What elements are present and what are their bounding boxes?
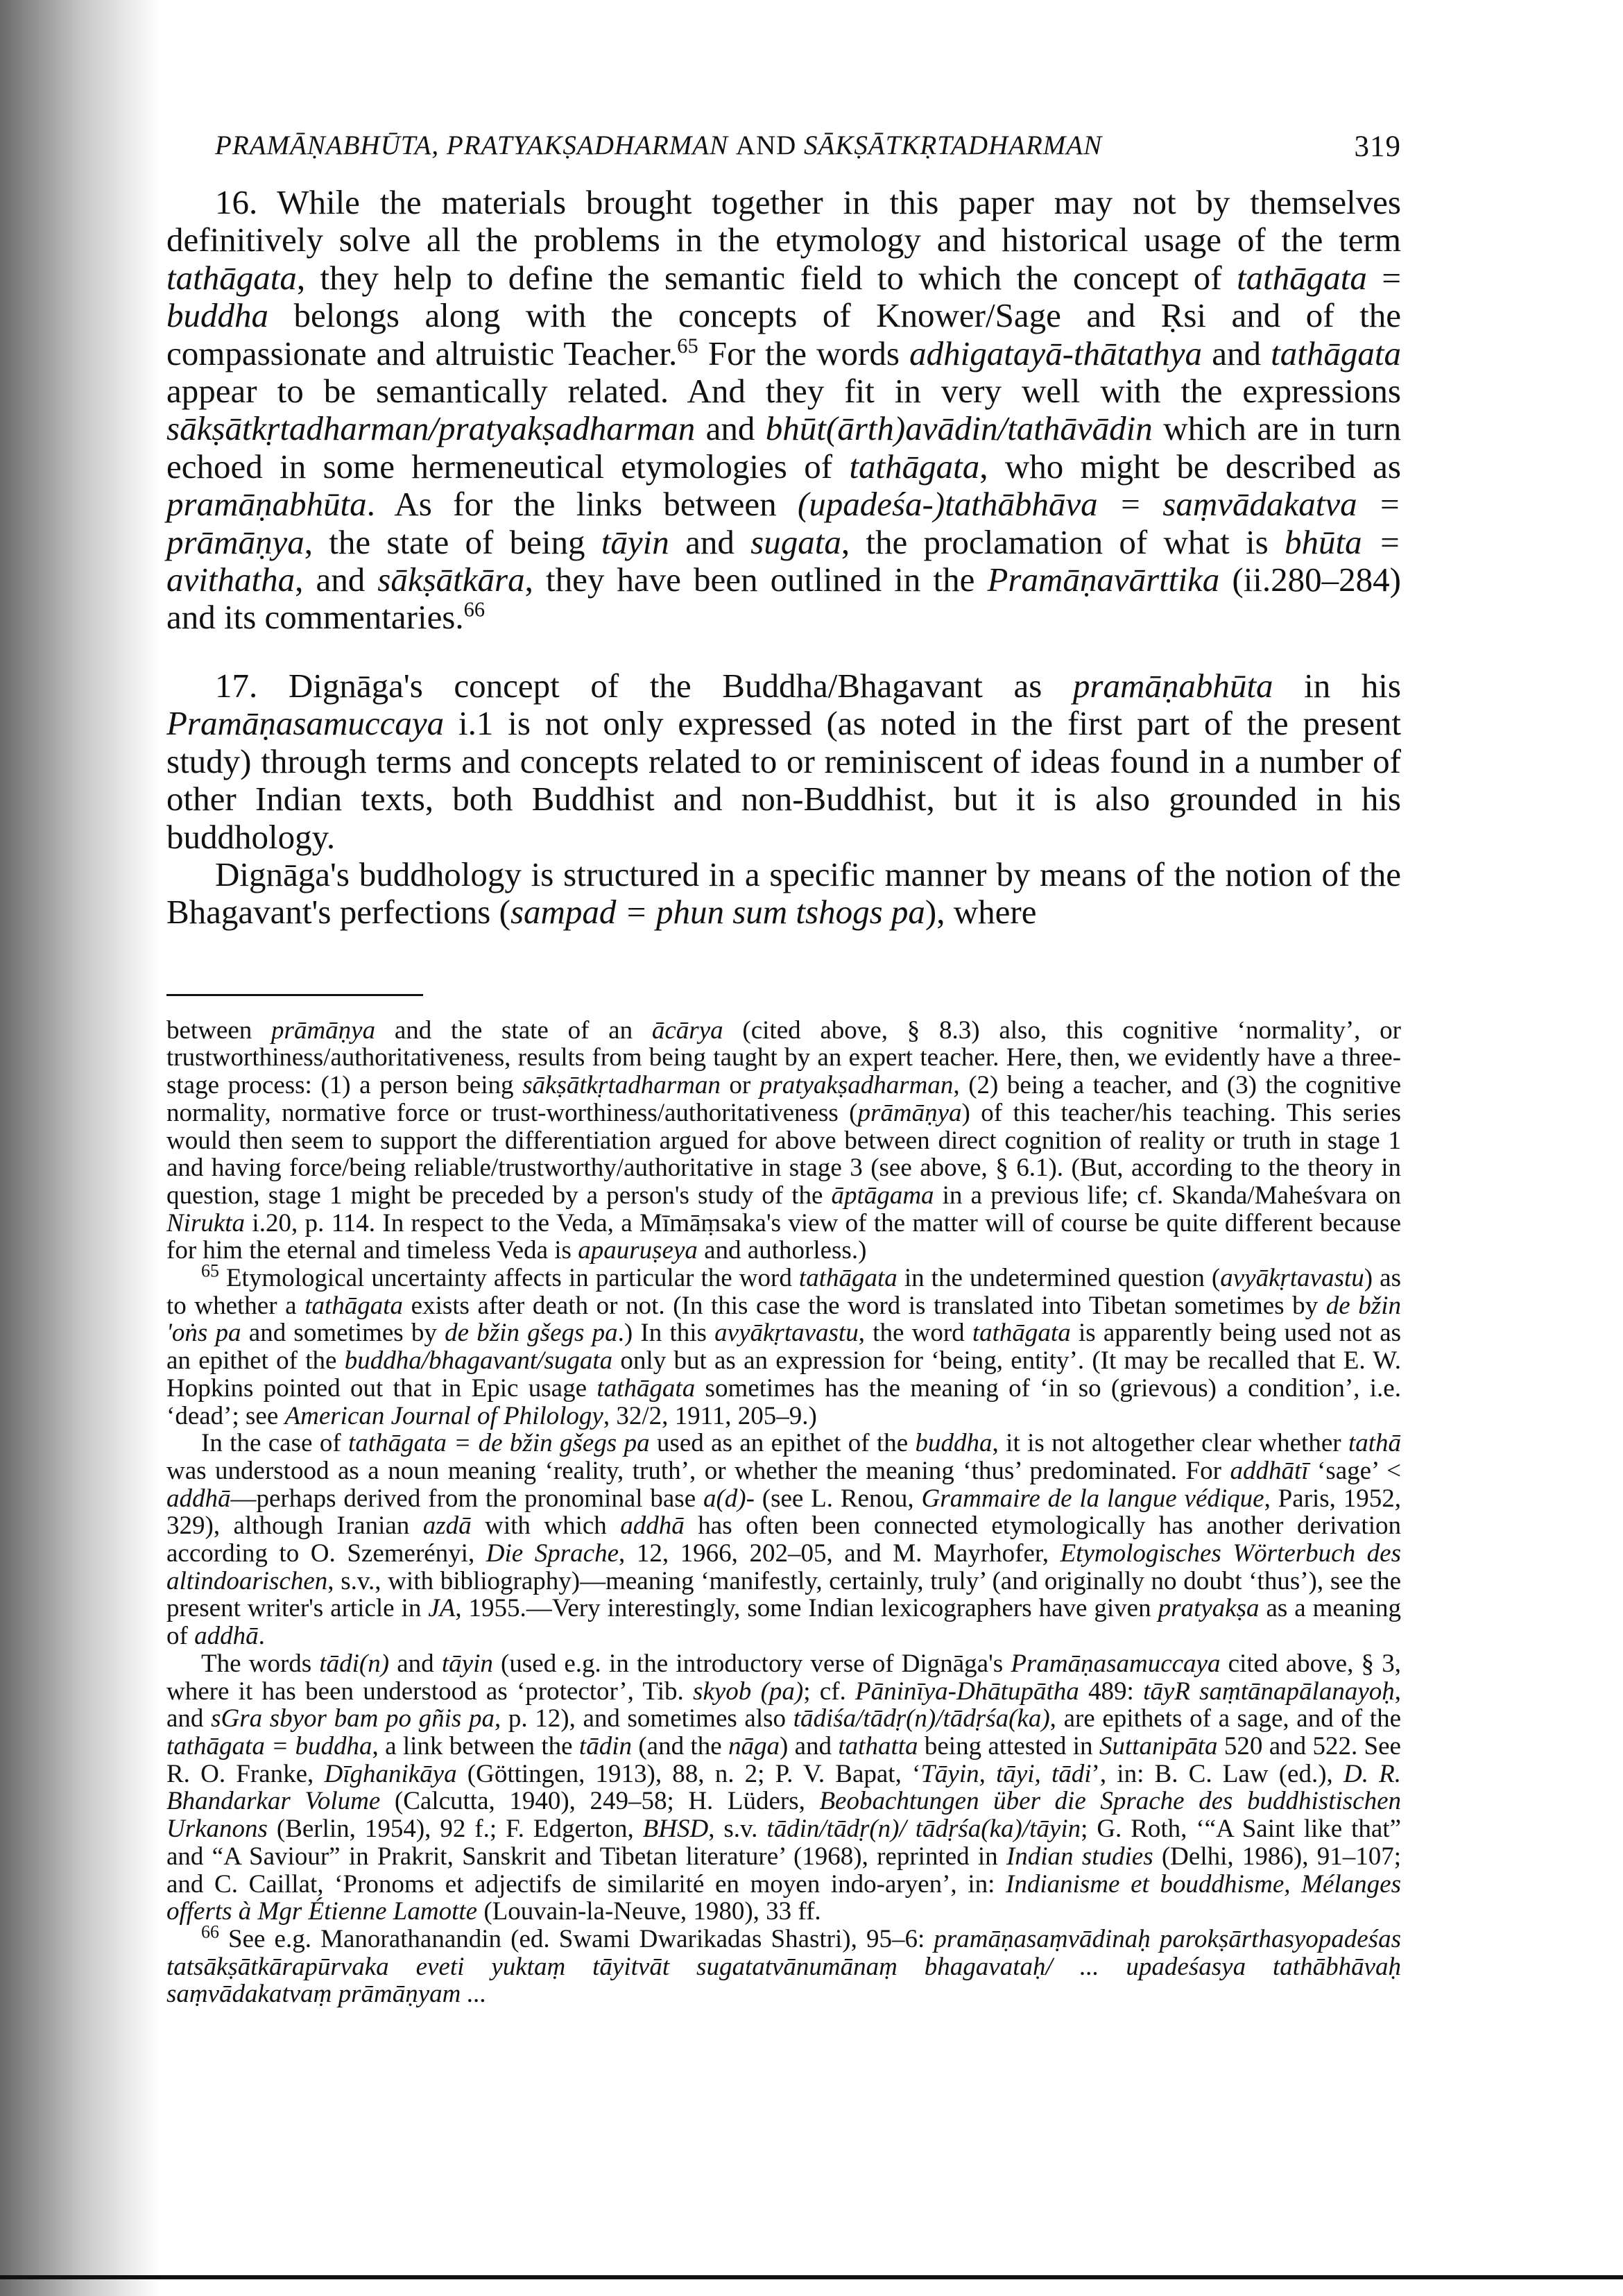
text: , p. 12), and sometimes also — [494, 1704, 793, 1733]
text: (used e.g. in the introductory verse of Dignāga's — [492, 1649, 1011, 1678]
italic-term: tāyR saṃtānapālanayoḥ — [1143, 1677, 1395, 1706]
text: in the undetermined question ( — [897, 1264, 1221, 1293]
italic-term: Indian studies — [1006, 1842, 1153, 1871]
italic-term: pramāṇabhūta — [1072, 666, 1273, 705]
footnotes — [166, 1017, 1401, 2008]
text: , the word — [858, 1319, 972, 1348]
text: (Berlin, 1954), 92 f.; F. Edgerton, — [267, 1815, 643, 1844]
italic-term: pratyakṣa — [1158, 1594, 1260, 1623]
text: , Paris, 1952, 329), although Iranian — [166, 1484, 1401, 1541]
page-number: 319 — [1354, 130, 1401, 163]
footnote-66 — [166, 1921, 1401, 2009]
italic-term: Pāninīya-Dhātupātha — [855, 1677, 1079, 1706]
text: Etymological uncertainty affects in particular the word — [218, 1264, 799, 1293]
italic-term: sākṣātkṛtadharman — [522, 1071, 721, 1100]
italic-term: sākṣātkāra — [377, 560, 525, 599]
text: and authorless.) — [697, 1236, 867, 1265]
italic-term: Grammaire de la langue védique — [921, 1484, 1264, 1513]
italic-term: tādin — [578, 1732, 632, 1760]
italic-term: tādi(n) — [319, 1649, 390, 1678]
italic-term: American Journal of Philology — [284, 1401, 603, 1430]
text: and — [669, 522, 751, 561]
text: and — [389, 1649, 442, 1678]
text: as a meaning of — [166, 1594, 1402, 1651]
italic-term: sākṣātkṛtadharman/pratyakṣadharman — [166, 409, 696, 448]
running-head-and: AND — [735, 130, 797, 160]
text: is apparently being used not as an epithet of the — [166, 1319, 1402, 1376]
italic-term: Die Sprache — [486, 1539, 619, 1568]
italic-term: D. R. Bhandarkar Volume — [166, 1759, 1401, 1816]
text: only but as an expression for ‘being, entity’. (It may be recalled that E. W. Hopkins pointed out that in Epic usage — [166, 1346, 1401, 1403]
italic-term: prāmāṇya — [271, 1016, 376, 1045]
text: and — [1202, 334, 1271, 372]
footnote-separator — [166, 994, 423, 996]
italic-term: tāyin — [441, 1649, 493, 1678]
text: .) In this — [617, 1319, 715, 1348]
text: which are in turn echoed in some hermeneutical etymologies of — [166, 409, 1402, 486]
italic-term: tathāgata — [304, 1291, 404, 1320]
italic-term: bhūt(ārth)avādin/tathāvādin — [765, 409, 1153, 448]
text: The words — [201, 1649, 320, 1678]
italic-term: tāyin — [601, 522, 669, 561]
italic-term: Beobachtungen über die Sprache des buddhistischen Urkanons — [166, 1787, 1402, 1844]
text: ; cf. — [803, 1677, 856, 1706]
text: and — [695, 409, 766, 448]
italic-term: tathāgata — [1237, 258, 1367, 297]
text: , it is not altogether clear whether — [992, 1429, 1348, 1458]
italic-term: addhā — [620, 1511, 685, 1541]
text: being attested in — [918, 1732, 1099, 1760]
italic-term: tādiśa/tādṛ(n)/tādṛśa(ka) — [793, 1704, 1050, 1733]
text: appear to be semantically related. And they fit in very well with the expressions — [166, 372, 1401, 411]
text: exists after death or not. (In this case the word is translated into Tibetan sometimes by — [403, 1291, 1326, 1320]
italic-term: pratyakṣadharman — [759, 1071, 954, 1100]
text: , 1955.—Very interestingly, some Indian lexicographers have given — [455, 1594, 1158, 1623]
text: ) of this teacher/his teaching. This series would then seem to support the differentiation argued for above between direct cognition of reality or truth in stage 1 and having force/being reliable/trustworthy/authoritative in stage 3 (see above, § 6.1). (But, according to the theory in question, stage 1 might be preceded by a person's study of the — [166, 1098, 1401, 1210]
text: ) and — [779, 1732, 839, 1760]
italic-term: prāmāṇya — [857, 1098, 962, 1127]
italic-term: tathāgata = buddha — [166, 1732, 372, 1760]
footnote-65 — [166, 1260, 1402, 1430]
italic-term: pramāṇasaṃvādinaḥ parokṣārthasyopadeśas tatsākṣātkārapūrvaka eveti yuktaṃ tāyitvāt sugatatvānumānaṃ bhagavataḥ/ ... upadeśasya tathābhāvaḥ saṃvādakatvaṃ prāmāṇyam ... — [166, 1924, 1401, 2009]
italic-term: BHSD — [642, 1815, 709, 1844]
text: ), where — [925, 893, 1037, 932]
italic-term: nāga — [728, 1732, 780, 1760]
text: i.1 is not only expressed (as noted in the first part of the present study) through terms and concepts related to or reminiscent of ideas found in a number of other Indian texts, both Buddhist and non-Buddhist, but it is also grounded in his buddhology. — [166, 704, 1401, 856]
running-head — [166, 121, 1401, 170]
italic-term: avyākṛtavastu — [1220, 1264, 1364, 1293]
text: 520 and 522. See R. O. Franke, — [166, 1732, 1401, 1788]
italic-term: tathāgata — [849, 447, 980, 486]
italic-term: Etymologisches Wörterbuch des altindoarischen — [166, 1539, 1401, 1595]
italic-term: ācārya — [651, 1016, 723, 1045]
text: , and — [166, 1677, 1402, 1733]
text: ‘sage’ < — [1308, 1456, 1401, 1485]
text: Dignāga's buddhology is structured in a specific manner by means of the notion of the Bhagavant's perfections ( — [166, 855, 1401, 932]
text: (and the — [631, 1732, 728, 1760]
italic-term: de bžin 'oṅs pa — [166, 1291, 1401, 1348]
text: with which — [471, 1511, 621, 1541]
footnote-64-continued — [166, 1017, 1401, 1265]
text: , the proclamation of what is — [841, 522, 1285, 561]
italic-term: Nirukta — [166, 1208, 246, 1237]
italic-term: buddha/bhagavant/sugata — [344, 1346, 613, 1376]
italic-term: de bžin gšegs pa — [445, 1319, 618, 1348]
running-head-title-part1: PRAMĀṆABHŪTA, PRATYAKṢADHARMAN — [215, 130, 729, 160]
text: or — [720, 1071, 759, 1100]
text: cited above, § 3, where it has been understood as ‘protector’, Tib. — [166, 1649, 1401, 1706]
footnote-ref-65: 65 — [677, 334, 698, 358]
text: , who might be described as — [979, 447, 1401, 486]
italic-term: Suttanipāta — [1099, 1732, 1218, 1760]
italic-term: skyob (pa) — [693, 1677, 804, 1706]
text: , 32/2, 1911, 205–9.) — [603, 1401, 817, 1430]
italic-term: Pramāṇavārttika — [987, 560, 1220, 599]
text: , s.v. — [708, 1815, 767, 1844]
text: . As for the links between — [366, 485, 798, 524]
text: (Calcutta, 1940), 249–58; H. Lüders, — [380, 1787, 820, 1816]
text: between — [166, 1016, 272, 1045]
italic-term: a(d)- — [703, 1484, 755, 1513]
running-head-title-part2: SĀKṢĀTKṚTADHARMAN — [804, 130, 1103, 160]
text: , are epithets of a sage, and of the — [1049, 1704, 1402, 1733]
text: = — [1366, 258, 1402, 297]
text: belongs along with the concepts of Knower/Sage and Ṛsi and of the compassionate and altruistic Teacher. — [166, 296, 1401, 372]
italic-term: azdā — [422, 1511, 472, 1541]
italic-term: Pramāṇasamuccaya — [166, 704, 445, 743]
text: , a link between the — [372, 1732, 579, 1760]
text: (Louvain-la-Neuve, 1980), 33 ff. — [477, 1897, 821, 1926]
scan-gutter-shadow — [0, 0, 160, 2296]
italic-term: tathāgata — [596, 1373, 696, 1403]
italic-term: tathatta — [838, 1732, 918, 1760]
footnote-number: 66 — [201, 1921, 219, 1942]
italic-term: tathāgata — [166, 258, 297, 297]
italic-term: sGra sbyor bam po gñis pa — [211, 1704, 495, 1733]
footnote-ref-66: 66 — [463, 598, 486, 622]
italic-term: buddha — [915, 1429, 993, 1458]
text: See e.g. Manorathanandin (ed. Swami Dwarikadas Shastri), 95–6: — [218, 1924, 934, 1953]
italic-term: sampad = phun sum tshogs pa — [510, 893, 925, 932]
text: In the case of — [201, 1429, 349, 1458]
text: in his — [1273, 666, 1401, 705]
text: i.20, p. 114. In respect to the Veda, a Mīmāṃsaka's view of the matter will of course be quite different because for him the eternal and timeless Veda is — [166, 1208, 1401, 1265]
text: , 12, 1966, 202–05, and M. Mayrhofer, — [619, 1539, 1060, 1568]
italic-term: JA — [428, 1594, 456, 1623]
italic-term: bhūta = avithatha — [166, 522, 1402, 599]
paragraph-17 — [166, 667, 1401, 856]
text: sometimes has the meaning of ‘in so (grievous) a condition’, i.e. ‘dead’; see — [166, 1373, 1401, 1430]
italic-term: Pramāṇasamuccaya — [1011, 1649, 1221, 1678]
text: , s.v., with bibliography)—meaning ‘manifestly, certainly, truly’ (and originally no doubt ‘thus’), see the present writer's article in — [166, 1566, 1401, 1623]
italic-term: (upadeśa-)tathābhāva = saṃvādakatva = prāmāṇya — [166, 485, 1401, 561]
italic-term: sugata — [750, 522, 841, 561]
italic-term: Indianisme et bouddhisme, Mélanges offerts à Mgr Étienne Lamotte — [166, 1869, 1401, 1926]
italic-term: addhā — [166, 1484, 231, 1513]
text: (Göttingen, 1913), 88, n. 2; P. V. Bapat, ‘ — [456, 1759, 921, 1788]
text: was understood as a noun meaning ‘reality, truth’, or whether the meaning ‘thus’ predominated. For — [166, 1456, 1230, 1485]
text: , and — [295, 560, 378, 599]
text: , they help to define the semantic field to which the concept of — [296, 258, 1237, 297]
text: has often been connected etymologically has another derivation according to O. Szemerényi, — [166, 1511, 1401, 1568]
italic-term: adhigatayā-thātathya — [909, 334, 1203, 372]
text: used as an epithet of the — [649, 1429, 916, 1458]
italic-term: apauruṣeya — [578, 1236, 698, 1265]
text: 16. While the materials brought together in this paper may not by themselves definitively solve all the problems in the etymology and historical usage of the term — [166, 183, 1401, 259]
running-head-title — [215, 130, 1102, 161]
text: 489: — [1079, 1677, 1144, 1706]
italic-term: Dīghanikāya — [324, 1759, 457, 1788]
italic-term: addhā — [194, 1622, 259, 1651]
italic-term: tathāgata — [798, 1264, 898, 1293]
text: (ii.280–284) and its commentaries. — [166, 560, 1401, 637]
italic-term: tathāgata — [1271, 334, 1402, 372]
text: ; G. Roth, ‘“A Saint like that” and “A Saviour” in Prakrit, Sanskrit and Tibetan literature’ (1968), reprinted in — [166, 1815, 1402, 1871]
italic-term: pramāṇabhūta — [166, 485, 367, 524]
text: 17. Dignāga's concept of the Buddha/Bhagavant as — [215, 666, 1073, 705]
body-text — [166, 184, 1401, 932]
footnote-65-paragraph-3 — [166, 1650, 1401, 1926]
text: (Delhi, 1986), 91–107; and C. Caillat, ‘Pronoms et adjectifs de similarité en moyen indo-aryen’, in: — [166, 1842, 1401, 1899]
italic-term: buddha — [166, 296, 268, 335]
italic-term: Tāyin, tāyi, tādi — [920, 1759, 1092, 1788]
text: and the state of an — [375, 1016, 652, 1045]
italic-term: tādin/tādṛ(n)/ tādṛśa(ka)/tāyin — [766, 1815, 1081, 1844]
page — [166, 121, 1401, 2008]
paragraph-17-continued — [166, 856, 1401, 932]
italic-term: āptāgama — [831, 1181, 934, 1210]
text: ) as to whether a — [166, 1264, 1401, 1320]
italic-term: tathā — [1348, 1429, 1402, 1458]
text: —perhaps derived from the pronominal base — [230, 1484, 703, 1513]
footnote-number: 65 — [201, 1260, 219, 1281]
italic-term: addhātī — [1230, 1456, 1309, 1485]
text: , (2) being a teacher, and (3) the cognitive normality, normative force or trust-worthiness/authoritativeness ( — [166, 1071, 1401, 1127]
text: ’, in: B. C. Law (ed.), — [1091, 1759, 1343, 1788]
text: , they have been outlined in the — [524, 560, 988, 599]
text: , the state of being — [304, 522, 601, 561]
text: . — [258, 1622, 265, 1651]
page-bottom-edge — [0, 2275, 1623, 2279]
italic-term: tathāgata = de bžin gšegs pa — [348, 1429, 650, 1458]
text: in a previous life; cf. Skanda/Maheśvara on — [934, 1181, 1402, 1210]
footnote-65-paragraph-2 — [166, 1430, 1401, 1650]
text: For the words — [698, 334, 910, 372]
paragraph-16 — [166, 184, 1401, 637]
italic-term: avyākṛtavastu — [714, 1319, 859, 1348]
text: (cited above, § 8.3) also, this cognitive ‘normality’, or trustworthiness/authoritativeness, results from being taught by an expert teacher. Here, then, we evidently have a three-stage process: (1) a person being — [166, 1016, 1401, 1100]
text: and sometimes by — [241, 1319, 445, 1348]
text: (see L. Renou, — [754, 1484, 922, 1513]
italic-term: tathāgata — [972, 1319, 1071, 1348]
